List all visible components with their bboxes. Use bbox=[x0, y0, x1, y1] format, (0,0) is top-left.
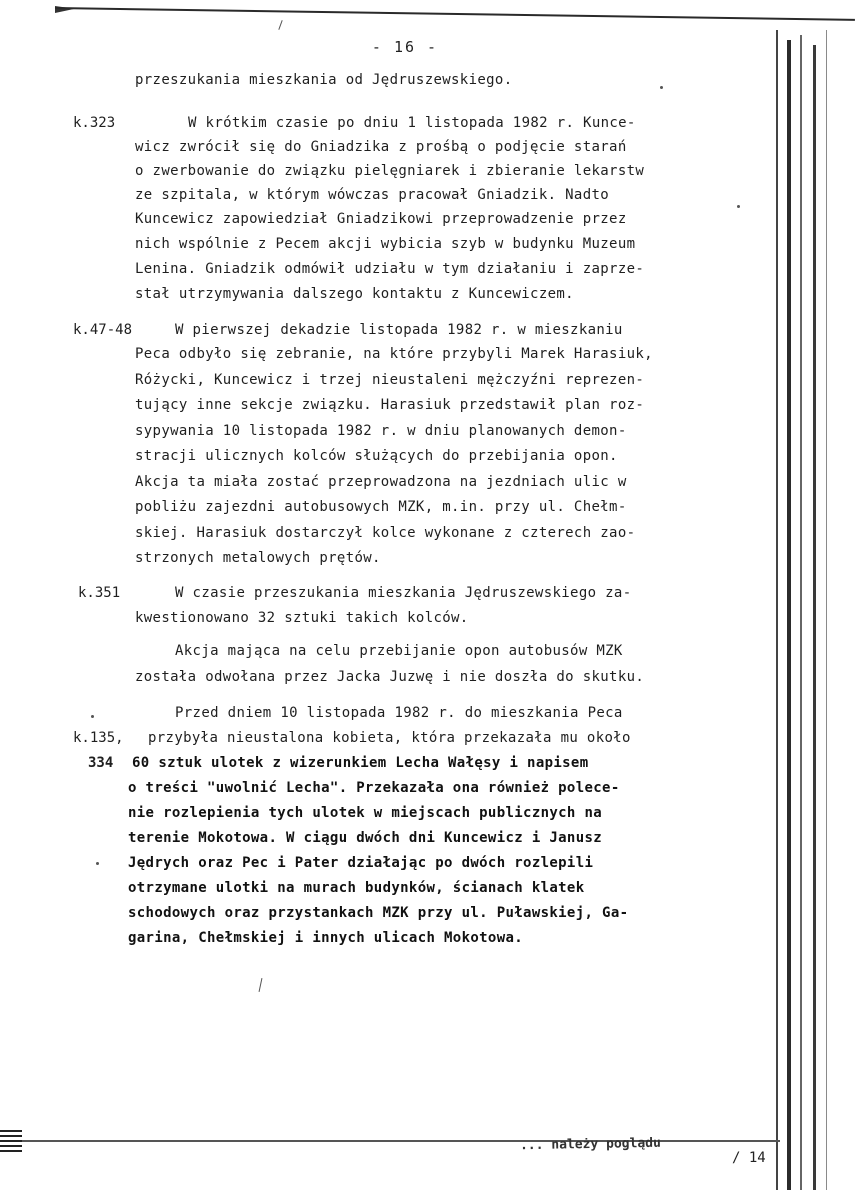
text-line: Różycki, Kuncewicz i trzej nieustaleni mężczyźni reprezen- bbox=[135, 372, 645, 388]
scan-speck bbox=[96, 862, 99, 865]
text-line: terenie Mokotowa. W ciągu dwóch dni Kuncewicz i Janusz bbox=[128, 830, 603, 846]
text-line: Peca odbyło się zebranie, na które przybyli Marek Harasiuk, bbox=[135, 346, 653, 362]
scan-bottom-edge bbox=[0, 1140, 780, 1142]
text-line: otrzymane ulotki na murach budynków, ścianach klatek bbox=[128, 880, 585, 896]
scan-stroke bbox=[259, 978, 263, 992]
text-line: sypywania 10 listopada 1982 r. w dniu planowanych demon- bbox=[135, 423, 627, 439]
scan-stroke bbox=[278, 20, 282, 30]
text-line: przybyła nieustalona kobieta, która przekazała mu około bbox=[148, 730, 631, 746]
text-line: o zwerbowanie do związku pielęgniarek i zbieranie lekarstw bbox=[135, 163, 645, 179]
text-line: stracji ulicznych kolców służących do przebijania opon. bbox=[135, 448, 618, 464]
margin-reference: k.323 bbox=[73, 115, 116, 131]
text-line: stał utrzymywania dalszego kontaktu z Kuncewiczem. bbox=[135, 286, 574, 302]
text-line: o treści "uwolnić Lecha". Przekazała ona również polece- bbox=[128, 780, 620, 796]
text-line: Jędrych oraz Pec i Pater działając po dwóch rozlepili bbox=[128, 855, 594, 871]
text-line: schodowych oraz przystankach MZK przy ul. Puławskiej, Ga- bbox=[128, 905, 629, 921]
text-line: Akcja ta miała zostać przeprowadzona na jezdniach ulic w bbox=[135, 474, 627, 490]
text-line: wicz zwrócił się do Gniadzika z prośbą o podjęcie starań bbox=[135, 139, 627, 155]
scan-right-edge bbox=[800, 35, 802, 1190]
text-line: została odwołana przez Jacka Juzwę i nie doszła do skutku. bbox=[135, 669, 645, 685]
margin-reference: k.47-48 bbox=[73, 322, 133, 338]
text-line: 60 sztuk ulotek z wizerunkiem Lecha Wałęsy i napisem bbox=[132, 755, 589, 771]
margin-reference: k.351 bbox=[78, 585, 121, 601]
text-line: skiej. Harasiuk dostarczył kolce wykonane z czterech zao- bbox=[135, 525, 636, 541]
text-line: garina, Chełmskiej i innych ulicach Mokotowa. bbox=[128, 930, 524, 946]
margin-reference: 334 bbox=[88, 755, 114, 771]
text-line: nich wspólnie z Pecem akcji wybicia szyb w budynku Muzeum bbox=[135, 236, 636, 252]
text-line: tujący inne sekcje związku. Harasiuk przedstawił plan roz- bbox=[135, 397, 645, 413]
text-line: Lenina. Gniadzik odmówił udziału w tym działaniu i zaprze- bbox=[135, 261, 645, 277]
scan-right-edge bbox=[787, 40, 791, 1190]
scan-right-edge bbox=[776, 30, 778, 1190]
text-line: przeszukania mieszkania od Jędruszewskiego. bbox=[135, 72, 513, 88]
scan-smudge bbox=[0, 1128, 22, 1152]
scan-speck bbox=[660, 86, 663, 89]
margin-reference: k.135, bbox=[73, 730, 124, 746]
footer-handwritten-mark: / 14 bbox=[732, 1150, 766, 1166]
text-line: W krótkim czasie po dniu 1 listopada 1982 r. Kunce- bbox=[188, 115, 636, 131]
scan-speck bbox=[91, 715, 94, 718]
scan-top-edge bbox=[55, 7, 855, 21]
scan-right-edge bbox=[813, 45, 816, 1190]
page-number: - 16 - bbox=[371, 38, 439, 56]
scan-right-edge bbox=[826, 30, 827, 1190]
text-line: Kuncewicz zapowiedział Gniadzikowi przeprowadzenie przez bbox=[135, 211, 627, 227]
text-line: pobliżu zajezdni autobusowych MZK, m.in. przy ul. Chełm- bbox=[135, 499, 627, 515]
text-line: Akcja mająca na celu przebijanie opon autobusów MZK bbox=[175, 643, 623, 659]
text-line: nie rozlepienia tych ulotek w miejscach publicznych na bbox=[128, 805, 603, 821]
footer-text: ... należy poglądu bbox=[519, 1135, 662, 1154]
text-line: strzonych metalowych prętów. bbox=[135, 550, 381, 566]
text-line: W pierwszej dekadzie listopada 1982 r. w mieszkaniu bbox=[175, 322, 623, 338]
scan-speck bbox=[737, 205, 740, 208]
text-line: ze szpitala, w którym wówczas pracował Gniadzik. Nadto bbox=[135, 187, 610, 203]
text-line: kwestionowano 32 sztuki takich kolców. bbox=[135, 610, 469, 626]
text-line: Przed dniem 10 listopada 1982 r. do mieszkania Peca bbox=[175, 705, 623, 721]
text-line: W czasie przeszukania mieszkania Jędruszewskiego za- bbox=[175, 585, 632, 601]
